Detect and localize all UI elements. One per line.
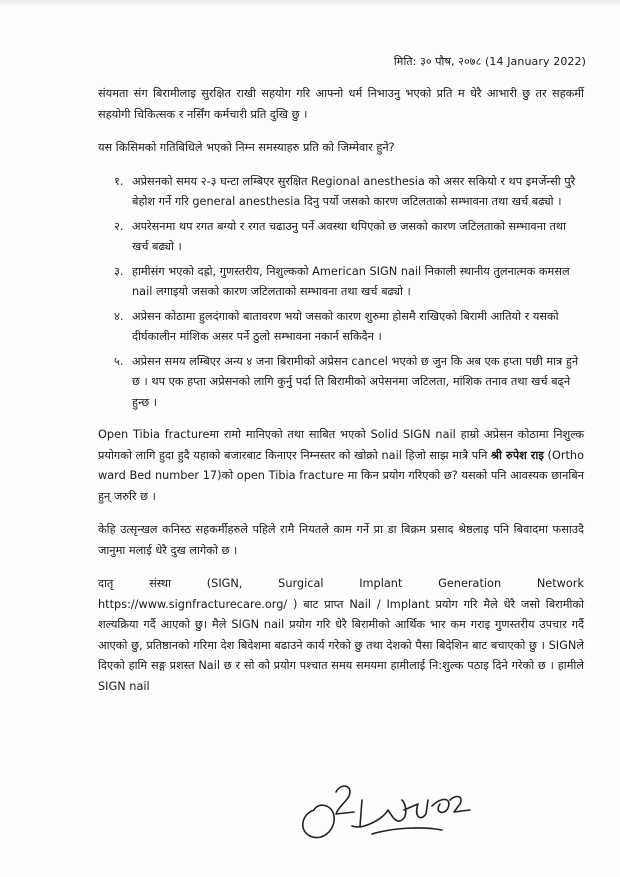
- top-edge-shadow: [0, 0, 620, 8]
- list-item: [98, 352, 584, 414]
- list-text: अप्रेसन कोठामा हुलदंगाको बातावरण भयो जसको कारण शुरुमा होसमै राखिएको बिरामी आतियो र यसको दीर्घकालीन मांशिक असर पर्ने ठुलो सम्भावना नकार्न सकिदैन ।: [132, 309, 559, 343]
- list-item: [98, 217, 584, 258]
- list-text: हामीसंग भएको दह्रो, गुणस्तरीय, निशुल्कको American SIGN nail निकाली स्थानीय तुलनात्मक कमसल nail लगाइयो जसको कारण जटिलताको सम्भावना तथा खर्च बढ्यो ।: [132, 264, 570, 298]
- paragraph-tibia: [98, 425, 584, 507]
- list-text: अप्रेसनको समय २-३ घन्टा लम्बिएर सुरक्षित Regional anesthesia को असर सकियो र थप इमर्जेन्सी पुरै बेहोश गर्ने गरि general anesthesia दिनु पर्यो जसको कारण जटिलताको सम्भावना तथा खर्च बढ्यो ।: [132, 174, 576, 208]
- problem-list: [98, 172, 584, 414]
- paragraph-tibia-pre: Open Tibia fractureमा रामो मानिएको तथा साबित भएको Solid SIGN nail हाम्रो अप्रेसन कोठामा निशुल्क प्रयोगको लागि हुदा हुदै यहाको बजारबाट किनाएर निम्नस्तर को खोक्रो nail हिजो साझ मात्रै पनि: [98, 428, 584, 462]
- list-number: ३.: [114, 264, 124, 278]
- paragraph-colleagues: केहि उत्सृन्खल कनिस्ठ सहकर्मीहरुले पहिले रामै नियतले काम गर्ने प्रा डा बिक्रम प्रसाद श्रेष्ठलाइ पनि बिवादमा फसाउदै जानुमा मलाई धेरै दुख लागेको छ ।: [98, 523, 584, 557]
- paragraph-tibia-post: (Ortho ward Bed number 17)को open Tibia fracture मा किन प्रयोग गरिएको छ? यसको पनि आवस्यक छानबिन हुन् जरुरि छ ।: [98, 448, 584, 503]
- list-number: १.: [114, 174, 124, 188]
- list-number: २.: [114, 219, 124, 233]
- patient-name: श्री रुपेश राइ: [491, 448, 544, 462]
- list-number: ५.: [114, 354, 124, 368]
- document-date: मिति: ३० पौष, २०७८ (14 January 2022): [393, 55, 586, 68]
- handwritten-signature-icon: [292, 770, 482, 848]
- paragraph-gratitude: संयमता संग बिरामीलाइ सुरक्षित राखी सहयोग गरि आफ्नो धर्म निभाउनु भएको प्रति म धेरै आभारी छु तर सहकर्मी सहयोगी चिकित्सक र नर्सिंग कर्मचारी प्रति दुखि छु ।: [98, 87, 584, 121]
- paragraph-sign-donor: दातृ संस्था (SIGN, Surgical Implant Generation Network https://www.signfracturecare.org/ ) बाट प्राप्त Nail / Implant प्रयोग गरि मैले धेरै जसो बिरामीको शल्यक्रिया गर्दै आएको छु। मैले SIGN nail प्रयोग गरि धेरै बिरामीको आर्थिक भार कम गराइ गुणस्तरीय उपचार गर्दै आएको छु, प्रतिष्ठानको गरिमा देश बिदेशमा बढाउने कार्य गरेको छु तथा देशको पैसा बिदेशिन बाट बचाएको छु । SIGNले दिएको हामि सङ्ग प्रशस्त Nail छ र सो को प्रयोग पश्चात समय समयमा हामीलाई नि:शुल्क पठाइ दिने गरेको छ । हामीले SIGN nail: [98, 577, 584, 693]
- list-item: [98, 307, 584, 348]
- list-number: ४.: [114, 309, 124, 323]
- list-item: [98, 262, 584, 303]
- list-item: [98, 172, 584, 213]
- letter-body: [98, 84, 584, 710]
- list-text: अप्रेसन समय लम्बिएर अन्य ४ जना बिरामीको अप्रेसन cancel भएको छ जुन कि अब एक हप्ता पछी मात्र हुने छ । थप एक हप्ता अप्रेसनको लागि कुर्नु पर्दा ति बिरामीको अपेसनमा जटिलता, मांशिक तनाव तथा खर्च बढ्ने हुन्छ ।: [132, 354, 579, 409]
- paragraph-question: यस किसिमको गतिबिधिले भएको निम्न समस्याहरु प्रति को जिम्मेवार हुने?: [98, 141, 395, 154]
- list-text: अपरेसनमा थप रगत बग्यो र रगत चढाउनु पर्ने अवस्था थपिएको छ जसको कारण जटिलताको सम्भावना तथा खर्च बढ्यो ।: [132, 219, 567, 253]
